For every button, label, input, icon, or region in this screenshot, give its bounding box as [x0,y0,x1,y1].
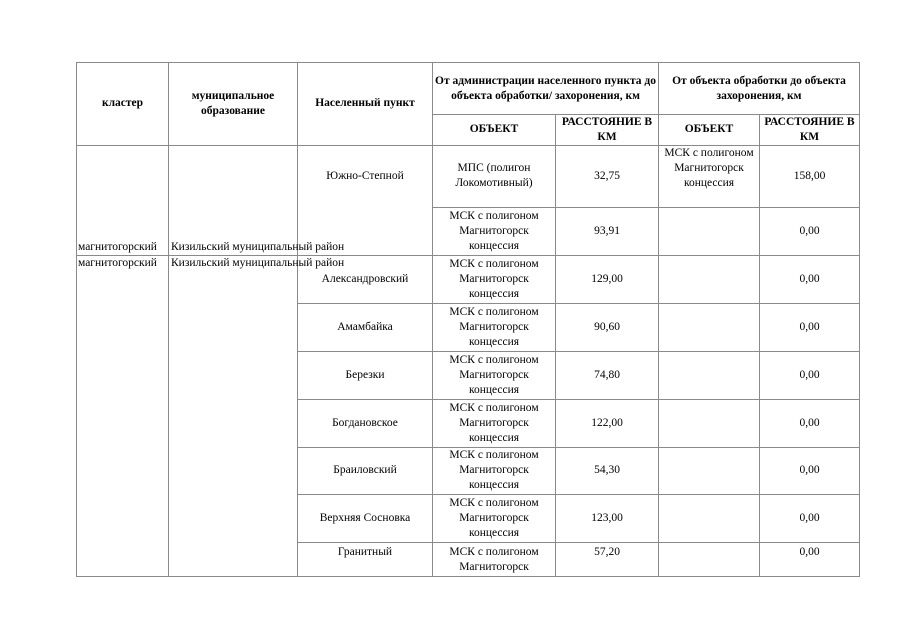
table-row [77,207,860,255]
table-row [77,145,860,207]
cell-distance-1: 93,91 [556,207,659,255]
cell-settlement: Южно-Степной [298,145,433,207]
cell-distance-1: 54,30 [556,447,659,494]
cell-settlement: Богдановское [298,399,433,447]
header-municipality: муниципальное образование [169,63,298,146]
cell-distance-2: 0,00 [760,351,860,399]
cell-municipality [169,145,298,207]
header-distance-2: РАССТОЯНИЕ В КМ [760,115,860,146]
header-object-2: ОБЪЕКТ [659,115,760,146]
cell-distance-2: 0,00 [760,494,860,542]
header-from-admin: От администрации населенного пункта до объекта обработки/ захоронения, км [433,63,659,115]
cell-settlement: Александровский [298,255,433,303]
cell-settlement: Гранитный [298,542,433,576]
cell-distance-1: 74,80 [556,351,659,399]
cell-object-1: МПС (полигон Локомотивный) [433,145,556,207]
cell-object-1: МСК с полигоном Магнитогорск концессия [433,494,556,542]
cell-settlement: Верхняя Сосновка [298,494,433,542]
cell-distance-2: 0,00 [760,303,860,351]
cell-object-2 [659,351,760,399]
cell-cluster [77,145,169,207]
cell-settlement: Амамбайка [298,303,433,351]
table-row [77,255,860,303]
cell-distance-2: 0,00 [760,447,860,494]
cell-object-1: МСК с полигоном Магнитогорск концессия [433,303,556,351]
cell-distance-2: 0,00 [760,255,860,303]
cell-settlement: Березки [298,351,433,399]
cell-distance-1: 90,60 [556,303,659,351]
cell-distance-1: 57,20 [556,542,659,576]
cell-object-2 [659,447,760,494]
cell-distance-2: 0,00 [760,207,860,255]
cell-distance-1: 122,00 [556,399,659,447]
cell-distance-1: 129,00 [556,255,659,303]
cell-object-2 [659,207,760,255]
distance-table [76,62,860,577]
cell-object-1: МСК с полигоном Магнитогорск концессия [433,207,556,255]
cell-distance-2: 158,00 [760,145,860,207]
cell-distance-2: 0,00 [760,542,860,576]
cell-distance-1: 32,75 [556,145,659,207]
cell-object-2 [659,255,760,303]
cell-settlement: Браиловский [298,447,433,494]
header-from-processing: От объекта обработки до объекта захоронения, км [659,63,860,115]
cell-cluster: магнитогорский [77,255,169,576]
cell-distance-2: 0,00 [760,399,860,447]
cell-object-1: МСК с полигоном Магнитогорск концессия [433,255,556,303]
header-distance-1: РАССТОЯНИЕ В КМ [556,115,659,146]
cell-distance-1: 123,00 [556,494,659,542]
cell-object-1-text: МСК с полигоном Магнитогорск [449,545,539,573]
cell-object-2 [659,542,760,576]
cell-object-2 [659,494,760,542]
cell-object-2: МСК с полигоном Магнитогорск концессия [659,145,760,207]
header-cluster: кластер [77,63,169,146]
cell-object-1: МСК с полигоном Магнитогорск концессия [433,399,556,447]
cell-municipality: Кизильский муниципальный район [169,255,298,576]
cell-object-2 [659,303,760,351]
cell-object-2 [659,399,760,447]
cell-object-1: МСК с полигоном Магнитогорск концессия [433,351,556,399]
cell-cluster: магнитогорский [77,207,169,255]
cell-object-1: МСК с полигоном Магнитогорск концессия [433,447,556,494]
cell-object-1 [433,542,556,576]
header-settlement: Населенный пункт [298,63,433,146]
cell-municipality: Кизильский муниципальный район [169,207,298,255]
header-object-1: ОБЪЕКТ [433,115,556,146]
